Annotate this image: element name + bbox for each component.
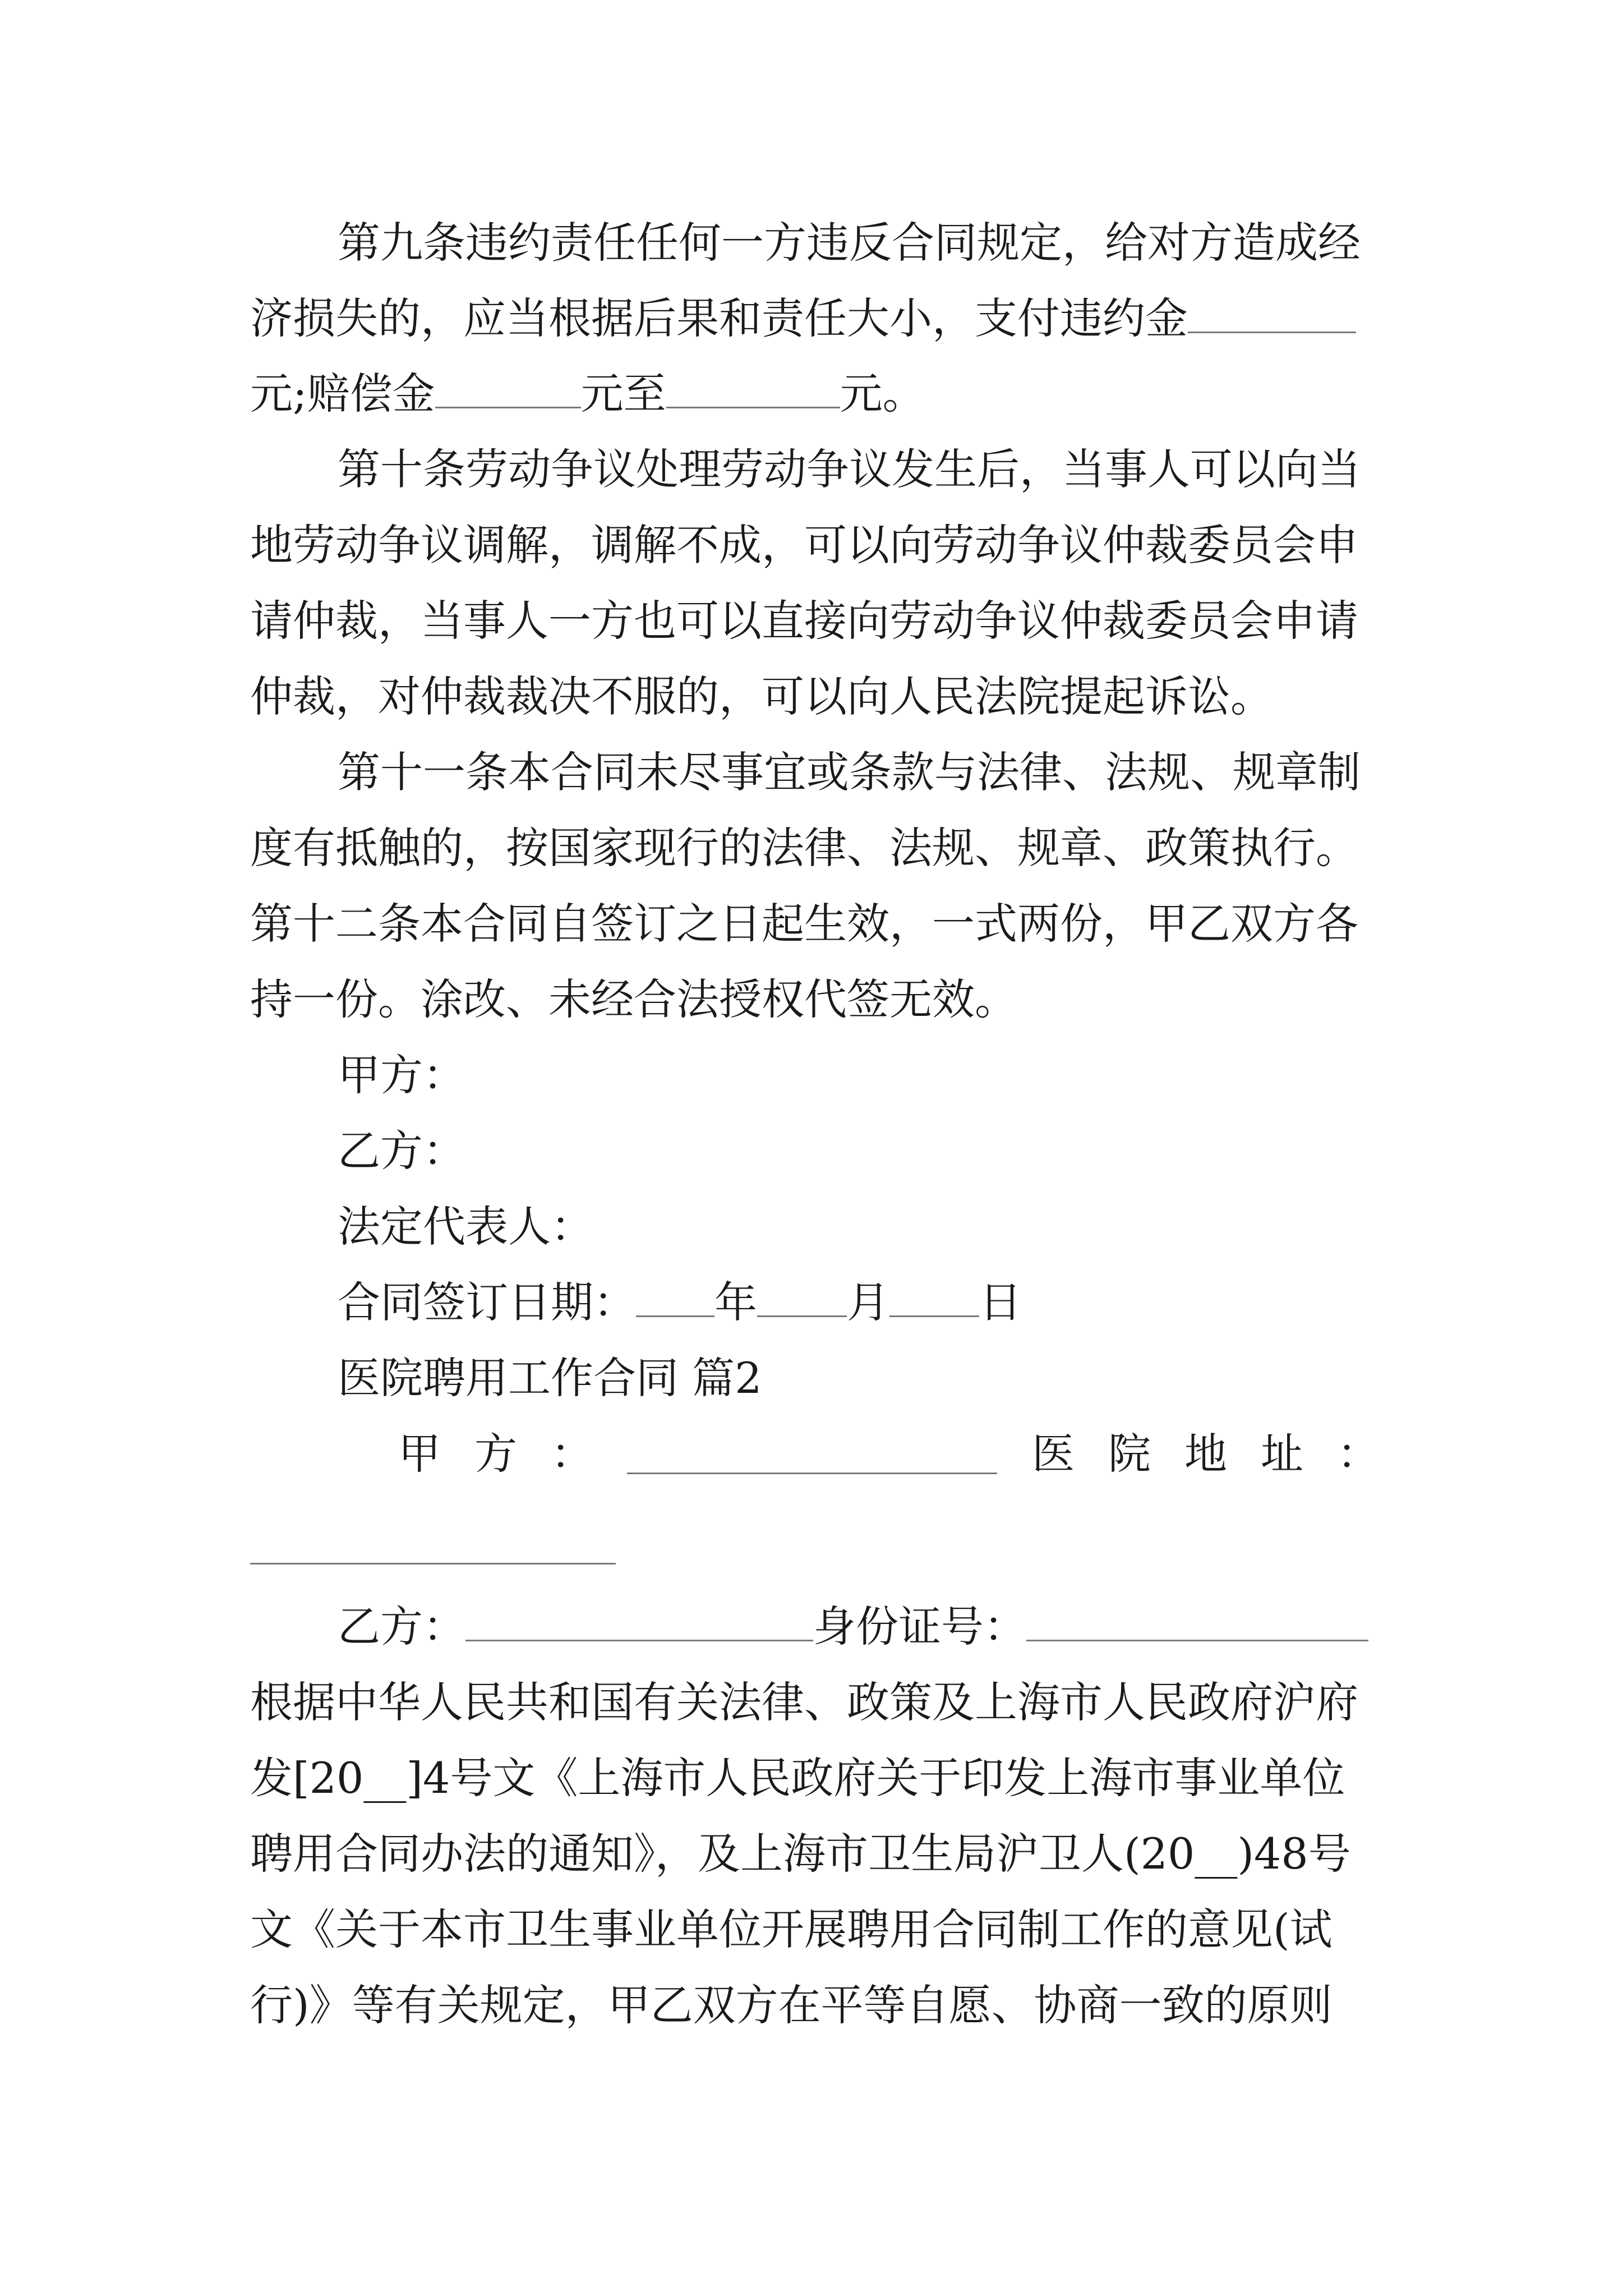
text-run: 医院地址： <box>1032 1429 1413 1479</box>
paragraph-line: 持一份。涂改、未经合法授权代签无效。 <box>250 974 1017 1024</box>
text-run: 身份证号： <box>813 1602 1026 1651</box>
text-run: 元至 <box>580 369 666 418</box>
paragraph-line: 聘用合同办法的通知》，及上海市卫生局沪卫人(20__)48号 <box>250 1829 1351 1879</box>
text-run: 年 <box>714 1277 757 1327</box>
text-run: 合同签订日期： <box>338 1277 636 1327</box>
hospital-address-blank <box>250 1526 616 1565</box>
compensation-min-blank <box>435 370 581 408</box>
party-b-info-line <box>338 1600 1459 1654</box>
paragraph-line: 第十二条本合同自签订之日起生效，一式两份，甲乙双方各 <box>250 899 1358 949</box>
paragraph-line: 地劳动争议调解，调解不成，可以向劳动争议仲裁委员会申 <box>250 520 1358 570</box>
paragraph-line: 第九条违约责任任何一方违反合同规定，给对方造成经 <box>338 218 1361 268</box>
text-run: 日 <box>979 1277 1022 1327</box>
party-a-blank <box>627 1435 997 1474</box>
paragraph-line <box>250 367 1372 421</box>
signing-date-line <box>338 1276 1459 1329</box>
text-run: 乙方： <box>338 1602 465 1651</box>
day-blank <box>889 1278 979 1317</box>
paragraph-line: 仲裁，对仲裁裁决不服的，可以向人民法院提起诉讼。 <box>250 671 1273 721</box>
paragraph-line: 第十一条本合同未尽事宜或条款与法律、法规、规章制 <box>338 747 1361 797</box>
year-blank <box>636 1278 714 1317</box>
text-run: 月 <box>847 1277 889 1327</box>
paragraph-line: 文《关于本市卫生事业单位开展聘用合同制工作的意见(试 <box>250 1904 1332 1954</box>
party-a-label: 甲方： <box>338 1050 465 1100</box>
text-run: 元;赔偿金 <box>250 369 435 418</box>
text-run: 甲方： <box>398 1429 627 1479</box>
party-b-blank <box>465 1603 813 1641</box>
paragraph-line: 发[20__]4号文《上海市人民政府关于印发上海市事业单位 <box>250 1753 1345 1803</box>
text-run: 济损失的，应当根据后果和责任大小，支付违约金 <box>250 293 1188 343</box>
paragraph-line: 请仲裁，当事人一方也可以直接向劳动争议仲裁委员会申请 <box>250 596 1358 646</box>
section-title: 医院聘用工作合同 篇2 <box>338 1353 762 1403</box>
month-blank <box>757 1278 847 1317</box>
paragraph-line: 第十条劳动争议处理劳动争议发生后，当事人可以向当 <box>338 444 1361 494</box>
id-number-blank <box>1026 1603 1368 1641</box>
paragraph-line: 根据中华人民共和国有关法律、政策及上海市人民政府沪府 <box>250 1677 1358 1727</box>
text-run: 元。 <box>840 369 925 418</box>
compensation-max-blank <box>666 370 840 408</box>
paragraph-line: 行)》等有关规定，甲乙双方在平等自愿、协商一致的原则 <box>250 1980 1332 2030</box>
paragraph-line <box>250 292 1372 346</box>
party-b-label: 乙方： <box>338 1126 465 1176</box>
legal-representative-label: 法定代表人： <box>338 1202 593 1251</box>
penalty-amount-blank <box>1188 295 1356 333</box>
paragraph-line: 度有抵触的，按国家现行的法律、法规、规章、政策执行。 <box>250 823 1358 873</box>
hospital-address-heading <box>1032 1427 1623 1481</box>
